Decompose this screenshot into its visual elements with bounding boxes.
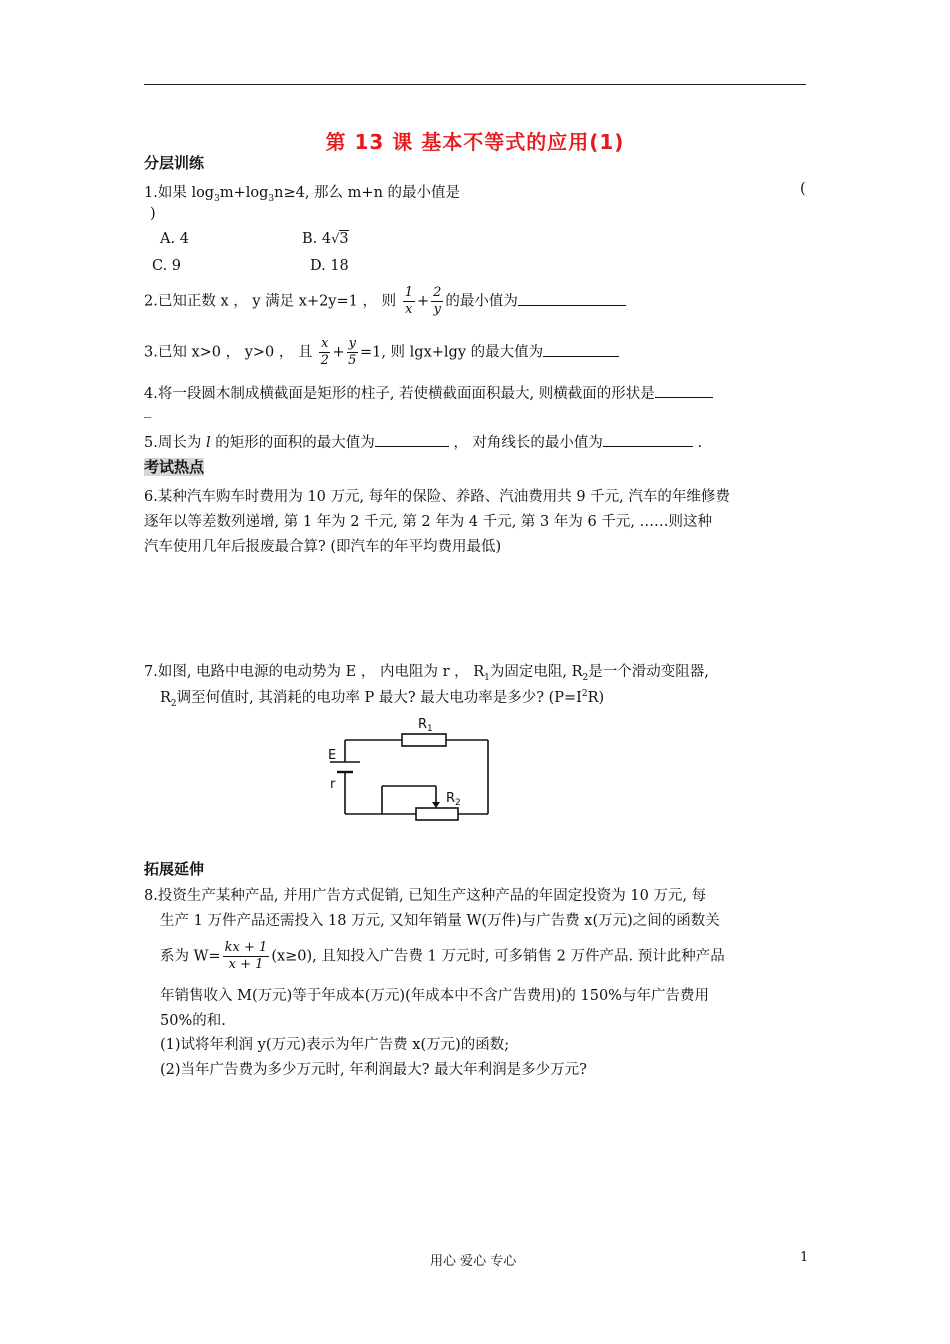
question-4: 4.将一段圆木制成横截面是矩形的柱子, 若使横截面面积最大, 则横截面的形状是 [144, 382, 713, 403]
slider-arrow [432, 802, 440, 808]
option-d: D. 18 [310, 258, 349, 274]
circuit-diagram [320, 710, 500, 830]
question-6-line-3: 汽车使用几年后报废最合算? (即汽车的年平均费用最低) [144, 539, 502, 555]
label-e: E [328, 748, 337, 763]
question-8-part-2: (2)当年广告费为多少万元时, 年利润最大? 最大年利润是多少万元? [160, 1062, 587, 1078]
fraction: $\frac{kx + 1}{x + 1}$ [224, 940, 268, 972]
option-a: A. 4 [160, 231, 189, 247]
section-layered-training: 分层训练 [144, 154, 205, 172]
fraction: $\frac{x}{2}$ [320, 336, 329, 368]
question-5: 5.周长为 l 的矩形的面积的最大值为 ， 对角线长的最小值为 . [144, 431, 702, 452]
section-extension: 拓展延伸 [144, 860, 205, 878]
question-1: 1.如果 $\log_3m+\log_3n\ge 4$, 那么 m+n 的最小值是 [144, 185, 461, 204]
answer-blank [518, 291, 626, 306]
question-7-line-2: $R_2$调至何值时, 其消耗的电功率 P 最大? 最大电功率是多少? $(P=I^2R)$ [160, 689, 605, 709]
label-r2: $R_2$ [446, 791, 461, 808]
question-3: 3.已知 x>0 ， y>0 ， 且 $\frac{x}{2}$ + $\frac{y}{5}$ =1, 则 lgx+lgy 的最大值为 [144, 336, 619, 369]
header-rule [144, 84, 806, 85]
fraction: $\frac{y}{5}$ [348, 336, 357, 368]
fraction: $\frac{1}{x}$ [404, 285, 413, 317]
question-7-line-1: 7.如图, 电路中电源的电动势为 E ， 内电阻为 r ， $R_1$为固定电阻, $R_2$是一个滑动变阻器, [144, 664, 709, 683]
question-8-part-1: (1)试将年利润 y(万元)表示为年广告费 x(万元)的函数; [160, 1037, 510, 1053]
page-title: 第 13 课 基本不等式的应用(1) [325, 130, 625, 154]
question-8-line-5: 50%的和. [160, 1013, 226, 1029]
section-exam-hotspots: 考试热点 [144, 458, 205, 476]
question-8-line-1: 8.投资生产某种产品, 并用广告方式促销, 已知生产这种产品的年固定投资为 10 万元, 每 [144, 888, 707, 904]
fraction: $\frac{2}{y}$ [433, 285, 442, 317]
question-6-line-2: 逐年以等差数列递增, 第 1 年为 2 千元, 第 2 年为 4 千元, 第 3 年为 6 千元, ……则这种 [144, 514, 713, 530]
answer-blank [655, 383, 713, 398]
question-6-line-1: 6.某种汽车购车时费用为 10 万元, 每年的保险、养路、汽油费用共 9 千元, 汽车的年维修费 [144, 489, 730, 505]
answer-blank [543, 342, 619, 357]
question-2: 2.已知正数 x ， y 满足 x+2y=1 ， 则 $\frac{1}{x}$ + $\frac{2}{y}$ 的最小值为 [144, 285, 626, 318]
answer-blank [603, 432, 693, 447]
resistor-r2 [416, 808, 458, 820]
resistor-r1 [402, 734, 446, 746]
question-8-line-4: 年销售收入 M(万元)等于年成本(万元)(年成本中不含广告费用)的 150%与年广告费用 [160, 988, 709, 1004]
answer-paren-close: ) [150, 206, 156, 222]
footer-motto: 用心 爱心 专心 [430, 1254, 517, 1269]
label-r1: $R_1$ [418, 717, 433, 734]
question-4-cont: _ [144, 402, 152, 418]
answer-blank [375, 432, 449, 447]
question-8-line-3: 系为 W= $\frac{kx + 1}{x + 1}$ (x≥0), 且知投入广告费 1 万元时, 可多销售 2 万件产品. 预计此种产品 [160, 940, 725, 972]
question-8-line-2: 生产 1 万件产品还需投入 18 万元, 又知年销量 W(万件)与广告费 x(万元)之间的函数关 [160, 913, 720, 929]
label-r: r [330, 777, 336, 792]
page-number: 1 [800, 1250, 809, 1265]
option-c: C. 9 [152, 258, 182, 274]
answer-paren-open: ( [800, 181, 806, 197]
option-b: B. 4√3 [302, 231, 349, 247]
